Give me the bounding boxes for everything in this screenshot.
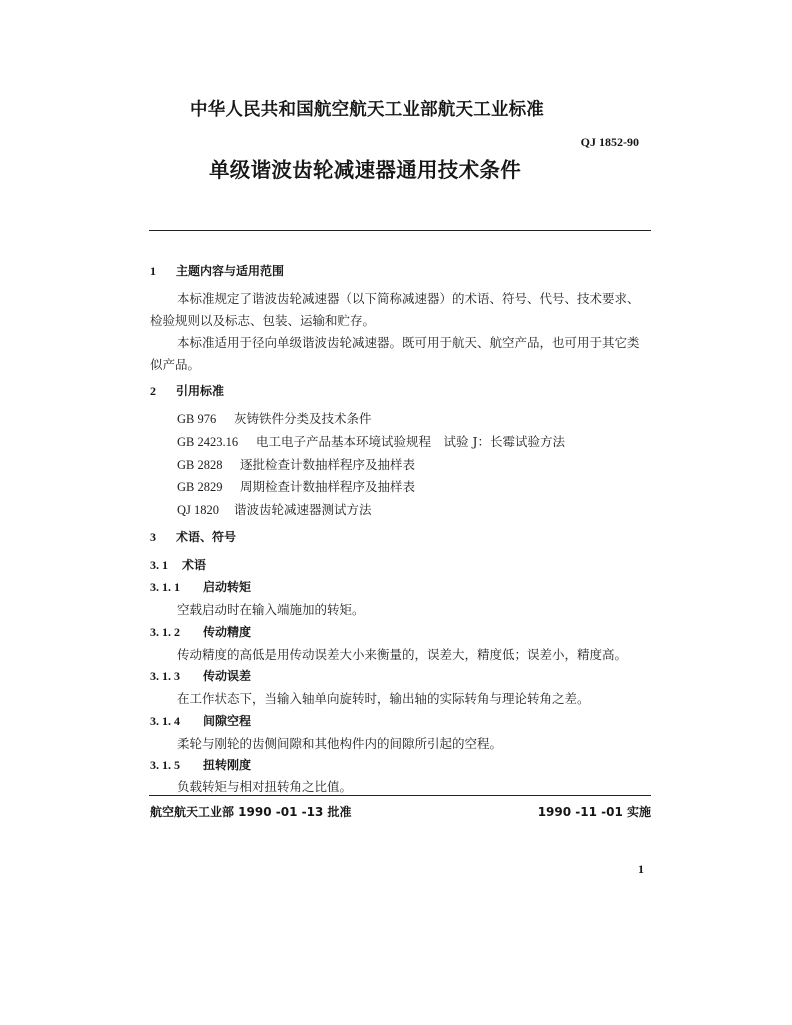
reference-title: 灰铸铁件分类及技术条件 <box>234 411 372 426</box>
term-definition: 在工作状态下，当输入轴单向旋转时，输出轴的实际转角与理论转角之差。 <box>177 691 590 706</box>
term-number: 3. 1. 1 <box>150 580 180 594</box>
reference-code: GB 2829 <box>177 480 223 494</box>
reference-item <box>177 409 372 427</box>
section-1-paragraph-1-line-2: 检验规则以及标志、包装、运输和贮存。 <box>150 313 376 328</box>
reference-title: 周期检查计数抽样程序及抽样表 <box>240 479 416 494</box>
reference-item <box>177 432 565 450</box>
section-number: 3 <box>150 530 156 544</box>
term-number: 3. 1. 5 <box>150 758 180 772</box>
term-title: 传动精度 <box>203 625 252 639</box>
section-number: 3. 1 <box>150 558 168 572</box>
issuing-authority-header: 中华人民共和国航空航天工业部航天工业标准 <box>190 100 544 120</box>
reference-title: 逐批检查计数抽样程序及抽样表 <box>240 457 416 472</box>
standard-code: QJ 1852-90 <box>580 135 639 149</box>
reference-item <box>177 455 415 473</box>
subsection-3-1-heading <box>150 556 206 573</box>
section-title: 主题内容与适用范围 <box>176 264 285 278</box>
reference-title: 谐波齿轮减速器测试方法 <box>234 502 372 517</box>
term-title: 传动误差 <box>203 669 252 683</box>
section-1-paragraph-2-line-2: 似产品。 <box>150 357 201 372</box>
term-heading <box>150 578 251 595</box>
term-heading <box>150 667 251 684</box>
reference-title: 电工电子产品基本环境试验规程 试验 J：长霉试验方法 <box>256 434 565 449</box>
reference-code: QJ 1820 <box>177 503 220 517</box>
reference-code: GB 976 <box>177 412 217 426</box>
term-number: 3. 1. 3 <box>150 669 180 683</box>
term-definition: 负载转矩与相对扭转角之比值。 <box>177 779 353 794</box>
term-title: 间隙空程 <box>203 714 252 728</box>
page-number: 1 <box>638 862 644 876</box>
approval-date: 航空航天工业部 1990 -01 -13 批准 <box>150 805 352 819</box>
effective-date: 1990 -11 -01 实施 <box>537 805 651 819</box>
reference-code: GB 2423.16 <box>177 435 239 449</box>
term-heading <box>150 756 251 773</box>
reference-code: GB 2828 <box>177 458 223 472</box>
document-title: 单级谐波齿轮减速器通用技术条件 <box>209 158 521 182</box>
section-title: 术语 <box>182 558 207 572</box>
section-2-heading <box>150 382 224 399</box>
section-3-heading <box>150 528 236 545</box>
header-divider <box>149 230 651 231</box>
term-heading <box>150 712 251 729</box>
term-definition: 空载启动时在输入端施加的转矩。 <box>177 602 365 617</box>
term-title: 扭转刚度 <box>203 758 252 772</box>
reference-item <box>177 500 372 518</box>
term-definition: 传动精度的高低是用传动误差大小来衡量的，误差大，精度低；误差小，精度高。 <box>177 647 628 662</box>
footer-divider <box>149 795 651 796</box>
section-1-paragraph-1-line-1: 本标准规定了谐波齿轮减速器（以下简称减速器）的术语、符号、代号、技术要求、 <box>177 291 640 306</box>
term-definition: 柔轮与刚轮的齿侧间隙和其他构件内的间隙所引起的空程。 <box>177 736 503 751</box>
term-number: 3. 1. 2 <box>150 625 180 639</box>
term-heading <box>150 623 251 640</box>
section-title: 术语、符号 <box>176 530 237 544</box>
reference-item <box>177 477 415 495</box>
section-number: 2 <box>150 384 156 398</box>
term-title: 启动转矩 <box>203 580 252 594</box>
term-number: 3. 1. 4 <box>150 714 180 728</box>
section-1-paragraph-2-line-1: 本标准适用于径向单级谐波齿轮减速器。既可用于航天、航空产品，也可用于其它类 <box>177 335 640 350</box>
section-1-heading <box>150 262 284 279</box>
section-number: 1 <box>150 264 156 278</box>
section-title: 引用标准 <box>176 384 225 398</box>
